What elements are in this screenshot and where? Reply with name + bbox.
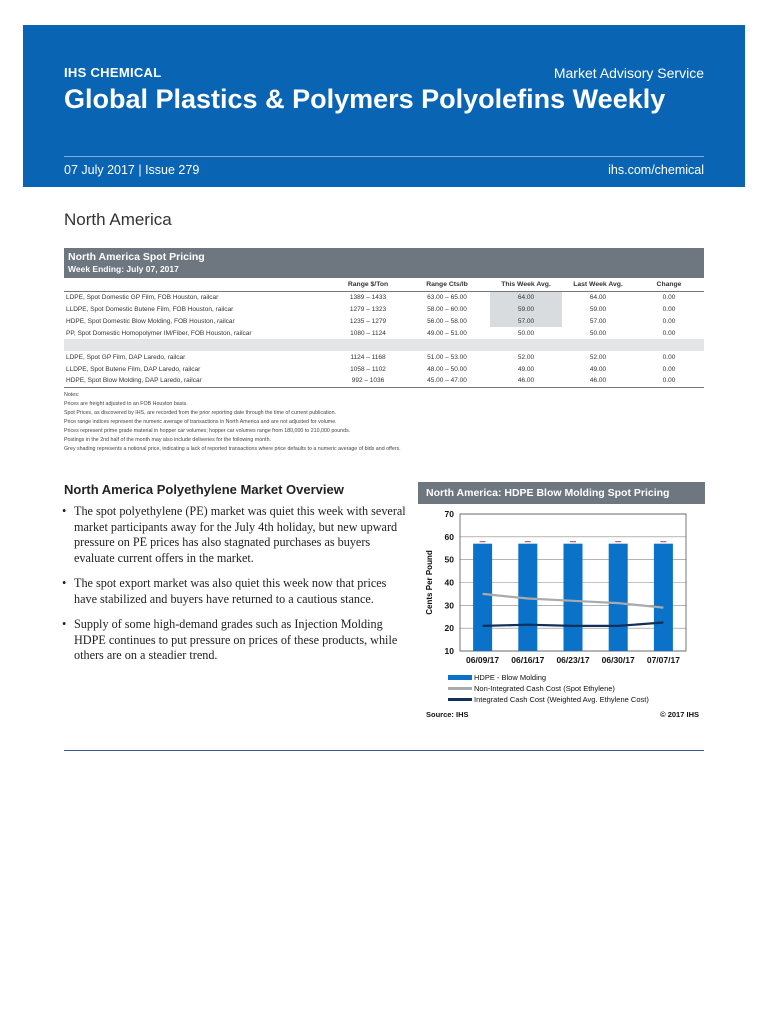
legend-swatch [448, 698, 472, 701]
column-header: Range Cts/lb [404, 278, 490, 291]
product-cell: HDPE, Spot Domestic Blow Molding, FOB Houston, railcar [66, 317, 235, 325]
legend-label: HDPE - Blow Molding [474, 673, 547, 682]
y-tick-label: 50 [444, 554, 454, 565]
table-row [64, 375, 704, 387]
range-ton-cell: 1124 – 1168 [350, 353, 386, 361]
range-ton-cell: 1235 – 1279 [349, 317, 387, 325]
change-cell: 0.00 [662, 329, 676, 337]
product-cell: LLDPE, Spot Domestic Butene Film, FOB Houston, railcar [66, 305, 234, 313]
y-tick-label: 40 [444, 577, 454, 588]
overview-title: North America Polyethylene Market Overview [64, 482, 344, 497]
legend-swatch [448, 675, 472, 680]
bar [609, 544, 628, 651]
pricing-grid [64, 278, 704, 388]
section-title: North America [64, 210, 172, 229]
this-week-cell: 64.00 [490, 291, 562, 303]
y-tick-label: 60 [444, 531, 454, 542]
overview-bullets [62, 504, 412, 674]
this-week-cell: 49.00 [517, 365, 535, 373]
product-cell: HDPE, Spot Blow Molding, DAP Laredo, railcar [64, 375, 332, 387]
range-ton-cell: 1058 – 1102 [350, 365, 386, 373]
column-header: Range $/Ton [332, 278, 404, 291]
note-line: Notes: [64, 391, 80, 398]
this-week-cell: 50.00 [517, 329, 535, 337]
y-tick-label: 70 [444, 509, 454, 519]
range-ton-cell: 992 – 1036 [332, 375, 404, 387]
table-row [64, 315, 704, 327]
brand-name: IHS CHEMICAL [64, 65, 162, 80]
range-cts-cell: 45.00 – 47.00 [404, 375, 490, 387]
change-cell: 0.00 [662, 353, 676, 361]
last-week-cell: 64.00 [589, 293, 607, 301]
table-title: North America Spot Pricing [68, 251, 205, 263]
change-cell: 0.00 [662, 365, 676, 373]
table-row [64, 291, 704, 303]
x-tick-label: 06/30/17 [601, 655, 635, 665]
legend-label: Non-Integrated Cash Cost (Spot Ethylene) [474, 684, 615, 693]
hdpe-chart-panel [418, 482, 705, 724]
table-row [64, 363, 704, 375]
chart-copyright: © 2017 IHS [660, 710, 699, 719]
change-cell: 0.00 [662, 317, 676, 325]
range-cts-cell: 48.00 – 50.00 [427, 365, 467, 373]
table-header-bar [64, 248, 704, 278]
service-name: Market Advisory Service [553, 65, 704, 81]
column-header: Change [634, 278, 704, 291]
note-line: Price range indices represent the numeric average of transactions in North America and are not adjusted for volume. [64, 418, 337, 425]
product-cell: LDPE, Spot GP Film, DAP Laredo, railcar [66, 353, 186, 361]
hdpe-price-chart [418, 504, 705, 672]
product-cell: LDPE, Spot Domestic GP Film, FOB Houston, railcar [66, 293, 219, 301]
this-week-cell: 52.00 [517, 353, 535, 361]
x-tick-label: 07/07/17 [646, 655, 680, 665]
range-cts-cell: 49.00 – 51.00 [427, 329, 467, 337]
chart-title: North America: HDPE Blow Molding Spot Pricing [418, 482, 705, 504]
last-week-cell: 52.00 [589, 353, 607, 361]
change-cell: 0.00 [662, 293, 676, 301]
y-tick-label: 20 [444, 623, 454, 634]
column-header [64, 278, 332, 291]
range-cts-cell: 58.00 – 60.00 [427, 305, 467, 313]
change-cell: 0.00 [634, 375, 704, 387]
product-cell: PP, Spot Domestic Homopolymer IM/Fiber, FOB Houston, railcar [66, 329, 252, 337]
note-line: Prices are freight adjusted to an FOB Houston basis. [64, 400, 188, 407]
range-ton-cell: 1389 – 1433 [349, 293, 387, 301]
x-tick-label: 06/16/17 [511, 655, 545, 665]
bar [654, 544, 673, 651]
header-divider [64, 156, 704, 157]
range-cts-cell: 63.00 – 65.00 [427, 293, 467, 301]
change-cell: 0.00 [662, 305, 676, 313]
table-notes [64, 391, 704, 454]
publication-title: Global Plastics & Polymers Polyolefins Weekly [64, 84, 666, 114]
x-tick-label: 06/23/17 [556, 655, 590, 665]
note-line: Prices represent prime grade material in hopper car volumes; hopper car volumes range from 180,000 to 210,000 pounds. [64, 427, 351, 434]
column-header: Last Week Avg. [562, 278, 634, 291]
y-tick-label: 10 [444, 646, 454, 656]
table-row [64, 303, 704, 315]
column-header: This Week Avg. [490, 278, 562, 291]
range-ton-cell: 1080 – 1124 [350, 329, 386, 337]
chart-legend [448, 672, 649, 705]
product-cell: LLDPE, Spot Butene Film, DAP Laredo, railcar [66, 365, 201, 373]
x-tick-label: 06/09/17 [466, 655, 500, 665]
column-header-row [64, 278, 704, 291]
legend-label: Integrated Cash Cost (Weighted Avg. Ethylene Cost) [474, 695, 649, 704]
y-tick-label: 30 [444, 600, 454, 611]
separator-cell [64, 339, 704, 351]
range-ton-cell: 1279 – 1323 [349, 305, 387, 313]
last-week-cell: 49.00 [589, 365, 607, 373]
note-line: Spot Prices, as discovered by IHS, are recorded from the prior reporting date through the time of current publication. [64, 409, 337, 416]
this-week-cell: 46.00 [490, 375, 562, 387]
note-line: Grey shading represents a notional price, indicating a lack of reported transactions where price defaults to a numeric average of bids and offers. [64, 445, 401, 452]
last-week-cell: 59.00 [589, 305, 607, 313]
y-axis-label: Cents Per Pound [425, 550, 434, 615]
table-row [64, 351, 704, 363]
note-line: Postings in the 2nd half of the month may also include deliveries for the following month. [64, 436, 271, 443]
this-week-cell: 59.00 [490, 303, 562, 315]
table-subtitle: Week Ending: July 07, 2017 [68, 264, 179, 274]
bullet-item: • The spot polyethylene (PE) market was quiet this week with several market participants away for the July 4th holiday, but new upward pressure on PE prices has also stagnated purchases as buyers evaluate current offers in the market. [62, 504, 412, 566]
bar [473, 544, 492, 651]
table-row [64, 327, 704, 339]
range-cts-cell: 51.00 – 53.00 [427, 353, 467, 361]
group-separator-row [64, 339, 704, 351]
range-cts-cell: 56.00 – 58.00 [427, 317, 467, 325]
chart-source: Source: IHS [426, 710, 469, 719]
this-week-cell: 57.00 [490, 315, 562, 327]
legend-entry [448, 683, 649, 694]
legend-entry [448, 694, 649, 705]
website-link[interactable]: ihs.com/chemical [608, 163, 704, 177]
masthead [23, 25, 745, 187]
last-week-cell: 46.00 [562, 375, 634, 387]
bullet-item: • Supply of some high-demand grades such as Injection Molding HDPE continues to put pressure on prices of these products, while others are on a steadier trend. [62, 617, 412, 664]
page-divider [64, 750, 704, 751]
bar [564, 544, 583, 651]
last-week-cell: 57.00 [589, 317, 607, 325]
issue-date: 07 July 2017 | Issue 279 [64, 163, 200, 177]
last-week-cell: 50.00 [589, 329, 607, 337]
spot-pricing-table [64, 248, 704, 454]
legend-entry [448, 672, 649, 683]
bullet-item: • The spot export market was also quiet this week now that prices have stabilized and buyers have returned to a cautious stance. [62, 576, 412, 607]
legend-swatch [448, 687, 472, 690]
